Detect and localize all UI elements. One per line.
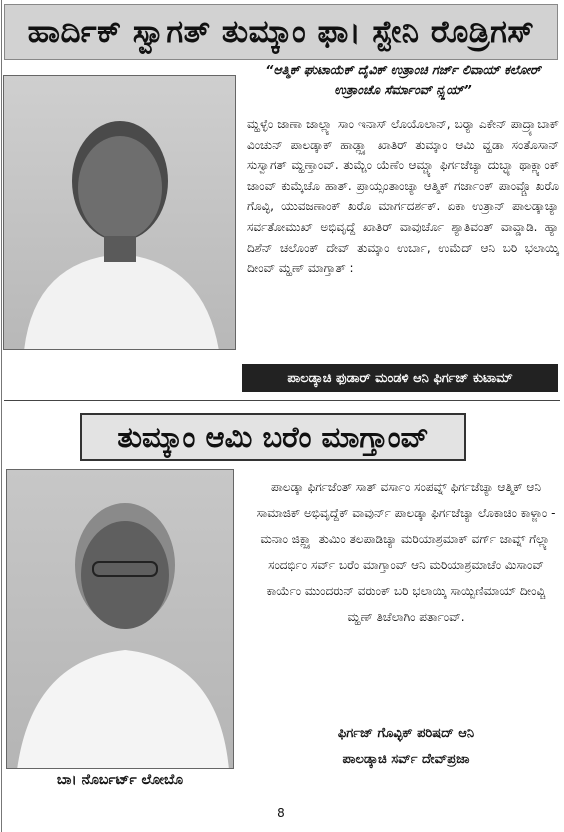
farewell-signature-line-2: ಪಾಲಡ್ಕಾಚಿ ಸರ್ವ್ ದೇವ್‌ಪ್ರಜಾ bbox=[342, 752, 470, 767]
photo-caption: ಬಾ। ನೊರ್ಬರ್ಟ್ ಲೋಬೊ bbox=[56, 772, 184, 788]
farewell-body: ಪಾಲಡ್ಕಾ ಫಿರ್ಗಜೆಂತ್ ಸಾತ್ ವರ್ಸಾಂ ಸಂಪವ್ನ್ ಫಿರ್ಗಜೆಚ್ಯಾ ಆತ್ಮಿಕ್ ಆನಿ ಸಾಮಾಜಿಕ್ ಅಭಿವೃದ್ದೆಕ್ ವಾವುರ್ನ್ ಪಾಲಡ್ಕಾ ಫಿರ್ಗಜೆಚ್ಯಾ ಲೊಕಾಚಿಂ ಕಾಳ್ಜಾಂ - ಮನಾಂ ಜಿಕ್ಲ್ಲ್ಯಾ ತುಮಿಂ ತಲಪಾಡಿಚ್ಯಾ ಮರಿಯಾಶ್ರಮಾಕ್ ವರ್ಗ್ ಜಾವ್ನ್ ಗೆಲ್ಲ್ಯಾ ಸಂದರ್ಭಿಂ ಸರ್ವ್ ಬರೆಂ ಮಾಗ್ತಾಂವ್ ಆನಿ ಮರಿಯಾಶ್ರಮಾಚೆಂ ಮಿಸಾಂವ್ ಕಾರ್ಯೆಂ ಮುಂದರುನ್ ವರುಂಕ್ ಬರಿ ಭಲಾಯ್ಕಿ ಸಾಯ್ಬಿಣಿಮಾಯ್ ದೀಂವ್ಚಿ ಮ್ಹಣ್ ತಿಚೆಲಾಗಿಂ ಪರ್ತಾಂವ್. bbox=[256, 480, 556, 624]
photo-priest-stany bbox=[3, 75, 236, 350]
farewell-title: ತುಮ್ಕಾಂ ಆಮಿ ಬರೆಂ ಮಾಗ್ತಾಂವ್ bbox=[117, 419, 429, 454]
farewell-signature-line-1: ಫಿರ್ಗಜ್ ಗೊವ್ಳಿಕ್ ಪರಿಷದ್ ಆನಿ bbox=[337, 726, 475, 741]
portrait-silhouette-1 bbox=[4, 76, 236, 350]
portrait-silhouette-2 bbox=[7, 470, 234, 769]
page-number: 8 bbox=[277, 806, 285, 820]
farewell-signature bbox=[256, 721, 556, 773]
left-margin-rule bbox=[1, 0, 2, 832]
welcome-quote: “ಆತ್ಮಿಕ್ ಘುಟಾಯೆಕ್ ದೈವಿಕ್ ಉತ್ರಾಂಚಿ ಗರ್ಜ್ ಲಿವಾಯ್ ಕಲೋರ್ ಉತ್ರಾಂಚೊ ಸೆರ್ಮಾಂವ್ ನ್ಸ್ಲಯ್” bbox=[265, 62, 541, 97]
welcome-banner bbox=[4, 4, 558, 60]
welcome-body: ಮ್ಹಳ್ಳೆಂ ಜಾಣಾ ಜಾಲ್ಲ್ಯಾ ಸಾಂ ಇನಾಸ್ ಲೊಯೊಲಾನ್, ಬರ್‍ಯಾ ಎಕೇನ್ ಪಾದ್ರ್ಯಾಬಾಕ್ ವಿಂಚುನ್ ಪಾಲಡ್ಕಾಕ್ ಹಾಡ್ಲ್ಲ್ಯಾ ಖಾತಿರ್ ತುಮ್ಕಾಂ ಆಮಿ ವ್ಹಡಾ ಸಂತೊಸಾನ್ ಸುಸ್ವಾಗತ್ ಮ್ಹಣ್ತಾಂವ್. ತುಮ್ಚೆಂ ಯೆಣೆಂ ಆಮ್ಚ್ಯಾ ಫಿರ್ಗಜೆಚ್ಯಾ ದುಬ್ಳ್ಯಾ ಥಾಕ್ಲ್ಯಾಂಕ್ ಜಾಂವ್ ಕುಮ್ಕೆಚೊ ಹಾತ್. ಪ್ರಾಯ್ಸಂತಾಂಚ್ಯಾ ಆತ್ಮಿಕ್ ಗರ್ಜಾಂಕ್ ಪಾಂವ್ಚೊ ಖರೊ ಗೊವ್ಳಿ, ಯುವಜಣಾಂಕ್ ಖರೊ ಮಾರ್ಗದರ್ಶಕ್. ಏಕಾ ಉತ್ರಾನ್ ಪಾಲಡ್ಕಾಚ್ಯಾ ಸರ್ವತೋಮುಖ್ ಅಭಿವೃದ್ದೆ ಖಾತಿರ್ ವಾವುರ್ಚೊ ಶ್ಯಾತಿವಂತ್ ವಾವ್ಡಾಡಿ. ಹ್ಯಾ ದಿಶೆನ್ ಚಲೊಂಕ್ ದೇವ್ ತುಮ್ಕಾಂ ಉರ್ಬಾ, ಉಮೆದ್ ಆನಿ ಬರಿ ಭಲಾಯ್ಕಿ ದೀಂವ್ ಮ್ಹಣ್ ಮಾಗ್ತಾತ್ : bbox=[247, 117, 559, 276]
welcome-signature: ಪಾಲಡ್ಕಾಚಿ ಫುಡಾರ್ ಮಂಡಳಿ ಆನಿ ಫಿರ್ಗಜ್ ಕುಟಾಮ್ bbox=[242, 364, 558, 392]
photo-priest-norbert bbox=[6, 469, 234, 769]
farewell-banner bbox=[80, 413, 466, 461]
welcome-title: ಹಾರ್ದಿಕ್ ಸ್ವಾಗತ್ ತುಮ್ಕಾಂ ಫಾ। ಸ್ಟೇನಿ ರೊಡ್ರಿಗಸ್ bbox=[27, 13, 535, 50]
section-divider bbox=[4, 400, 560, 401]
